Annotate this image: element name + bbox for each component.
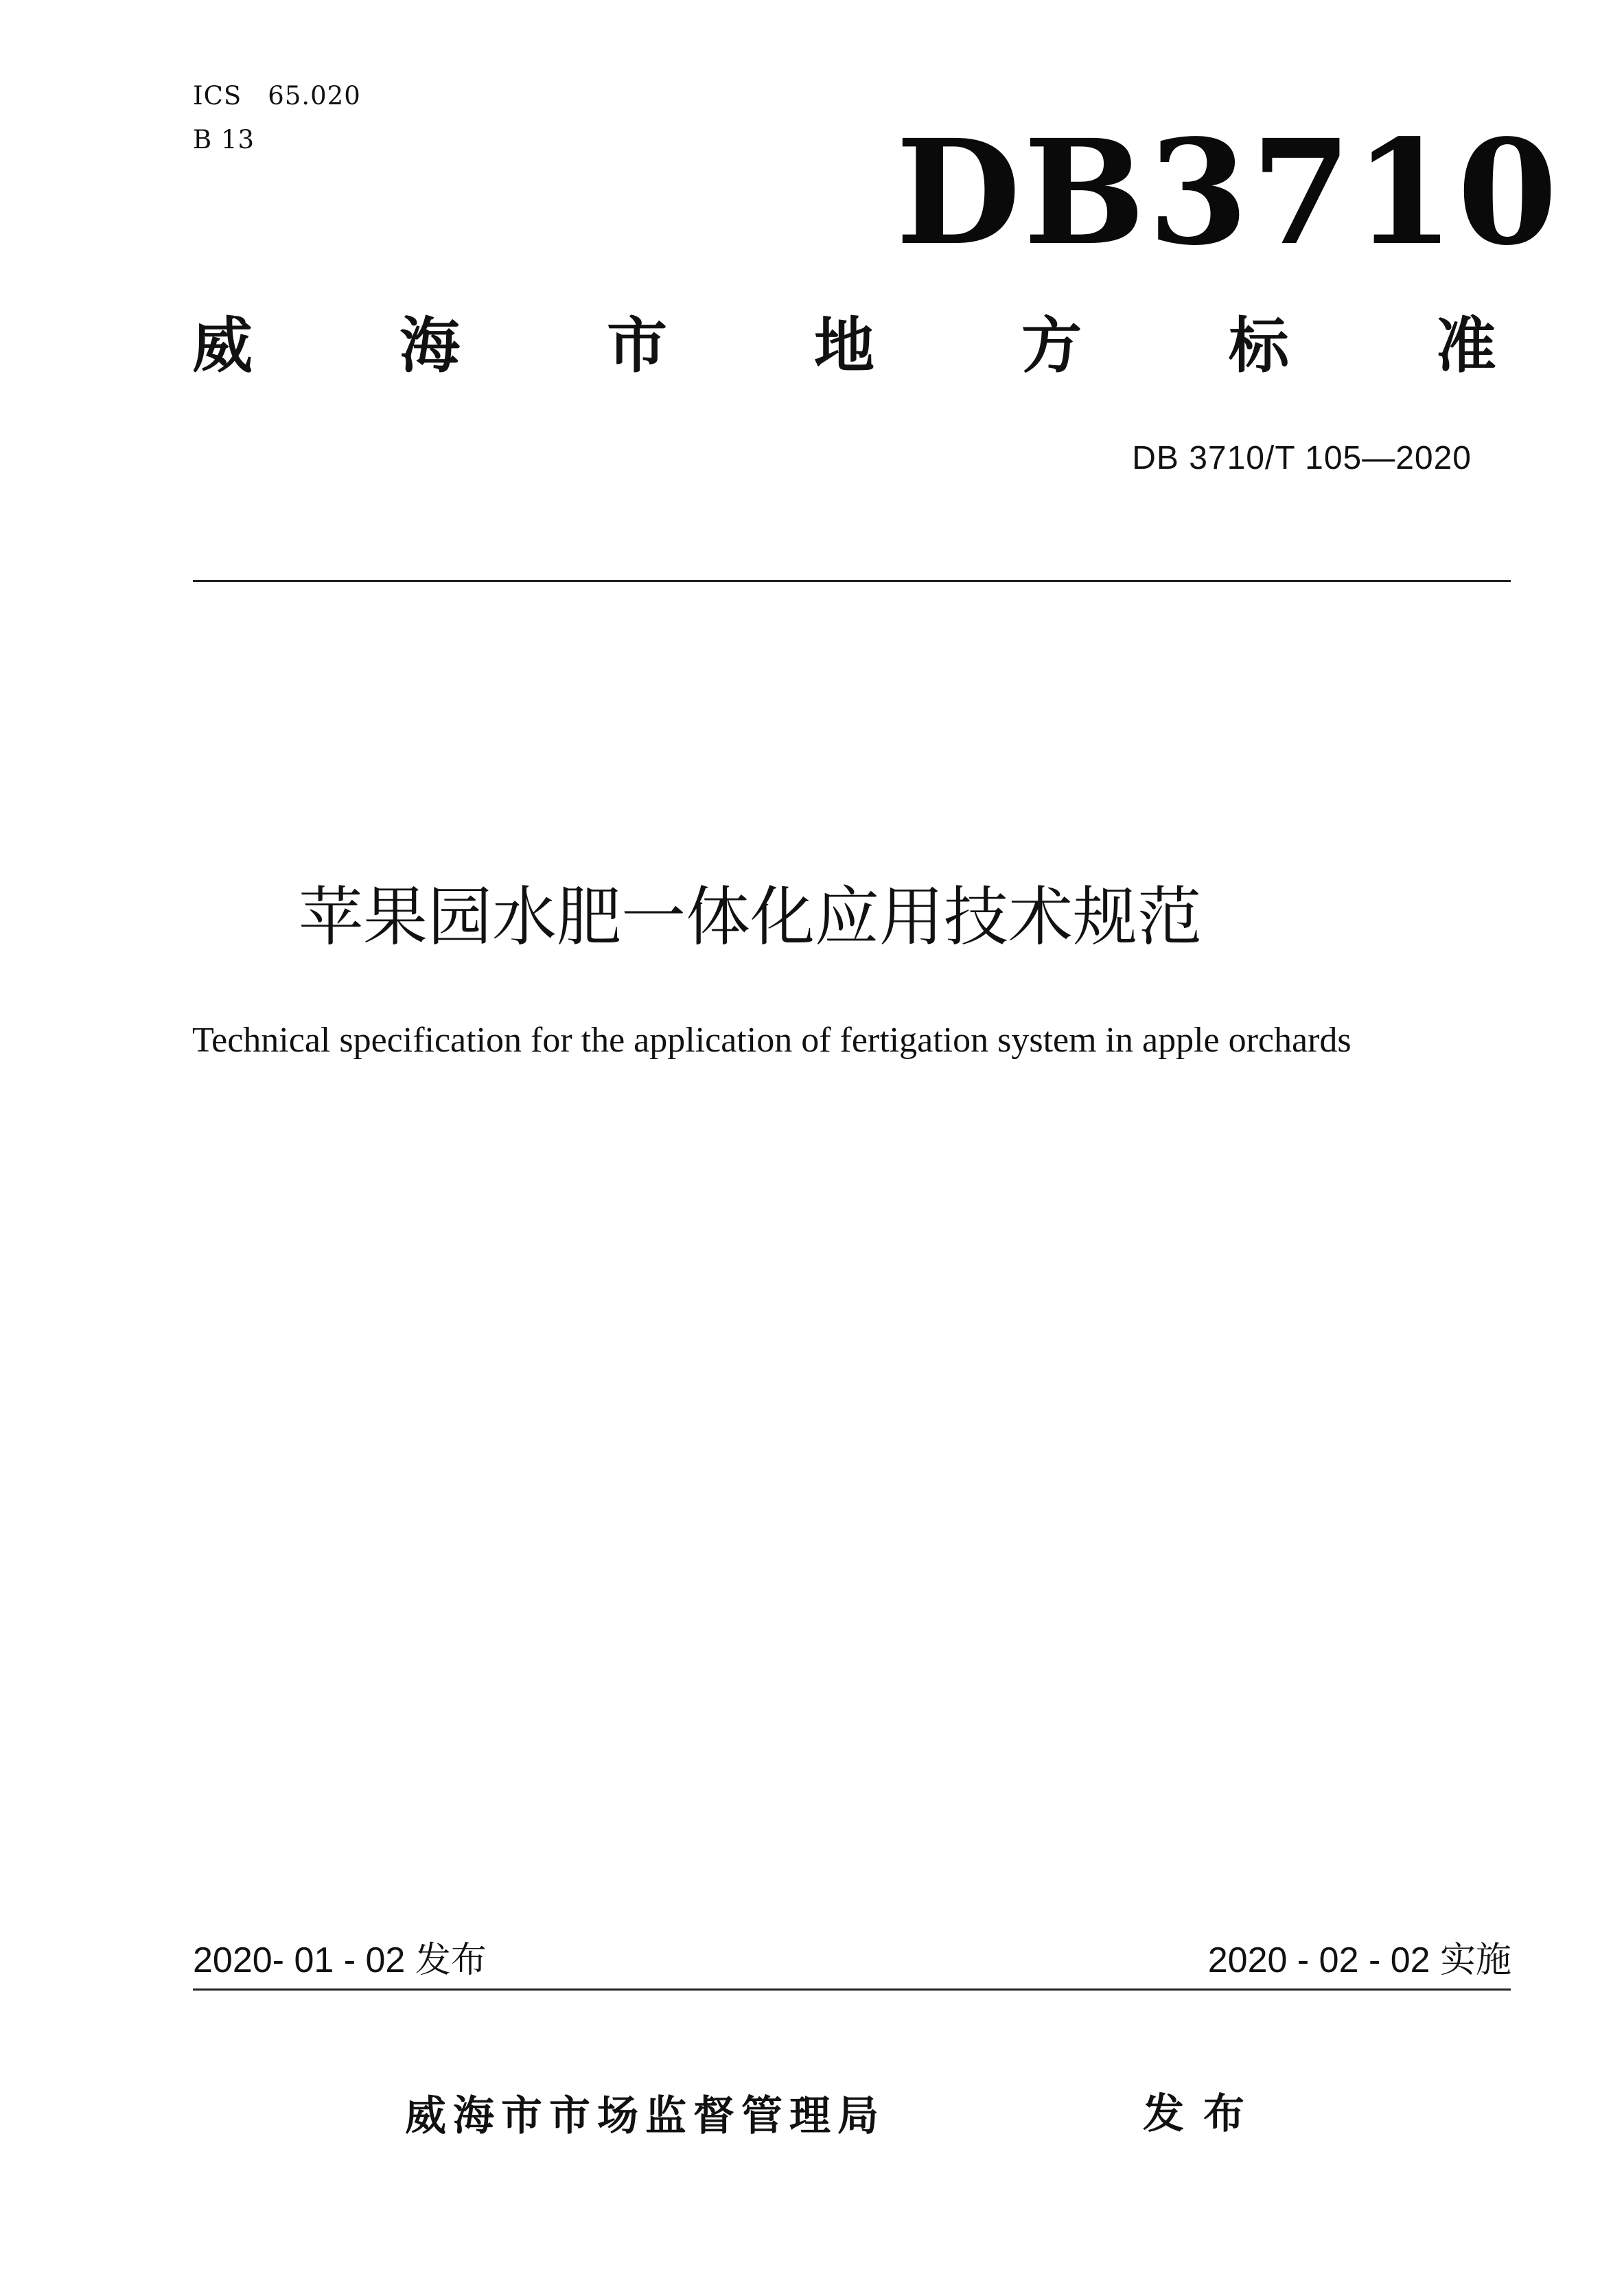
bottom-divider	[193, 1988, 1511, 1991]
ics-line	[193, 81, 361, 111]
local-standard-heading	[192, 310, 1496, 381]
publish-label: 发布	[1143, 2090, 1264, 2138]
ccs-code: 13	[220, 125, 255, 154]
local-standard-char: 标	[1228, 310, 1289, 381]
ccs-line	[193, 125, 255, 154]
local-standard-char: 市	[606, 310, 667, 381]
ics-label: ICS	[193, 81, 242, 111]
issue-date: 2020- 01 - 02 发布	[193, 1940, 487, 1980]
ics-code: 65.020	[268, 81, 361, 111]
local-standard-char: 方	[1021, 310, 1082, 381]
local-standard-char: 准	[1435, 310, 1496, 381]
local-standard-char: 地	[813, 310, 874, 381]
local-standard-char: 威	[192, 310, 253, 381]
top-divider	[193, 580, 1511, 582]
implementation-date: 2020 - 02 - 02 实施	[1207, 1940, 1511, 1980]
title-english: Technical specification for the application of fertigation system in apple orchards	[192, 1021, 1352, 1060]
ccs-label: B	[193, 125, 213, 154]
issuing-authority: 威海市市场监督管理局	[405, 2092, 885, 2140]
db-code-logo: DB3710	[896, 108, 1561, 277]
title-chinese: 苹果园水肥一体化应用技术规范	[298, 880, 1202, 955]
standard-number: DB 3710/T 105—2020	[1132, 440, 1472, 476]
local-standard-char: 海	[399, 310, 460, 381]
